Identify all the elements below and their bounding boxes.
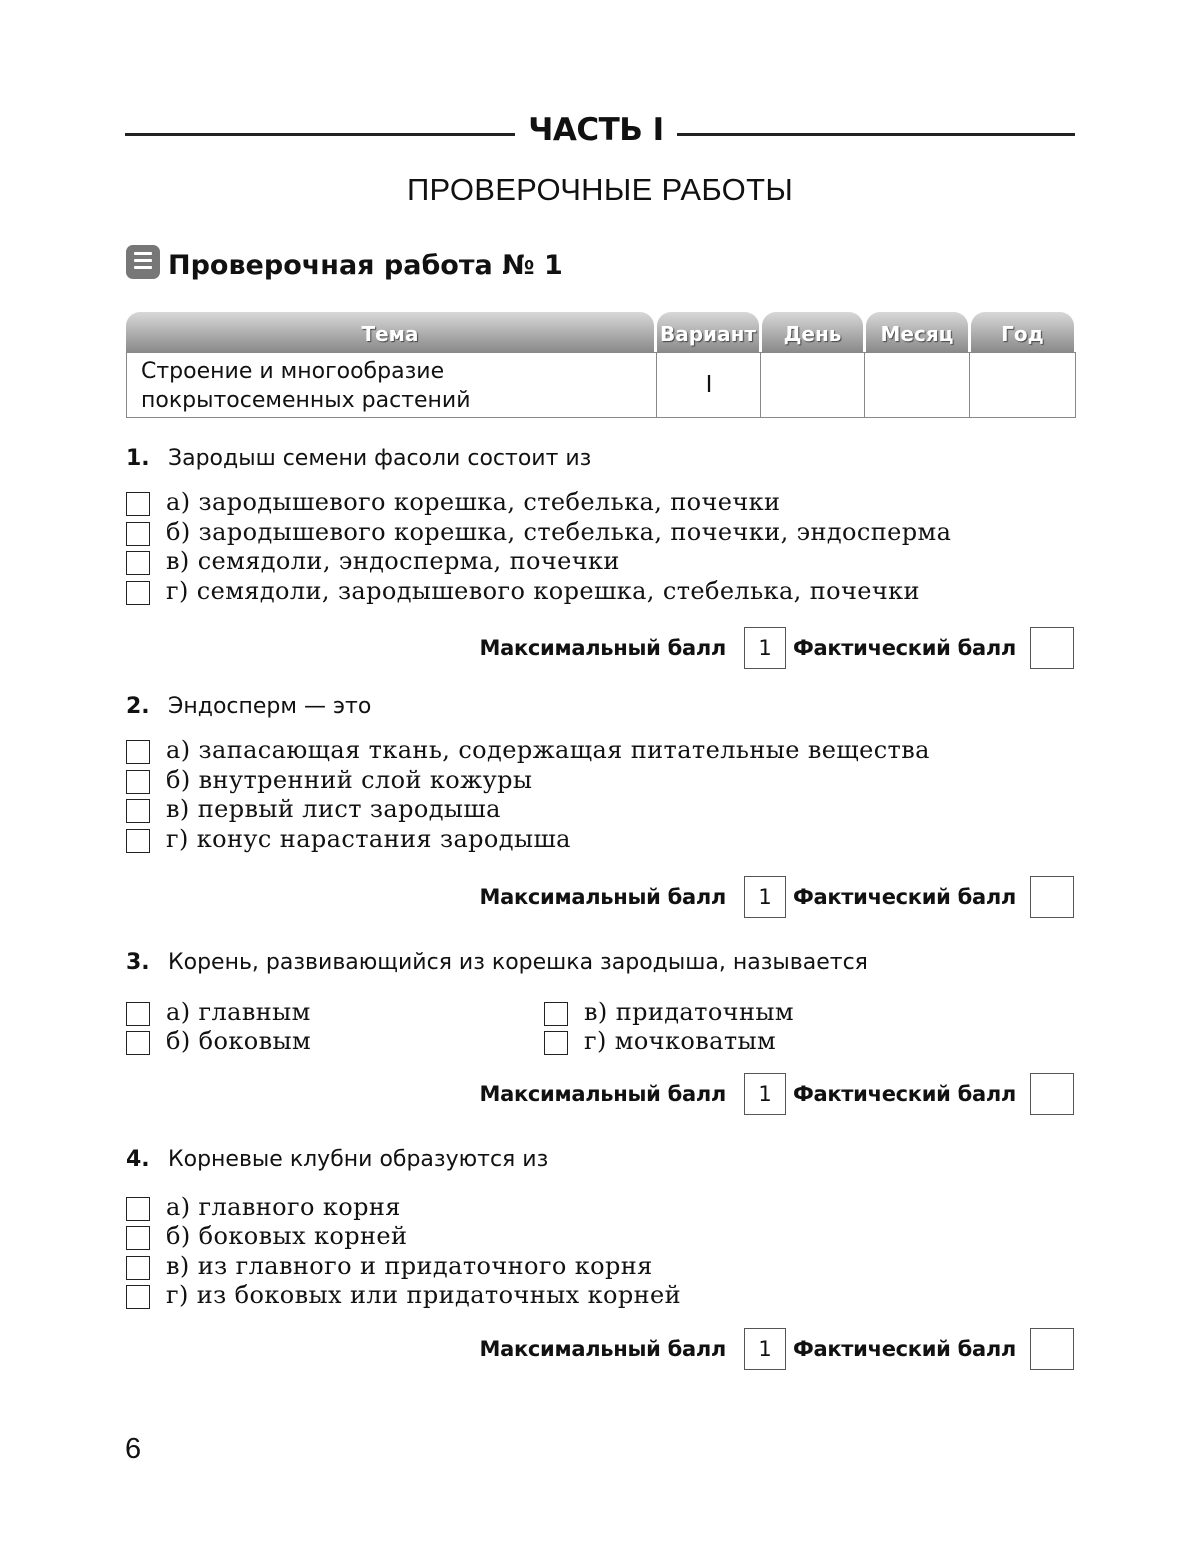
header-year: Год [971, 312, 1074, 352]
header-day: День [762, 312, 863, 352]
actual-score-label: Фактический балл [792, 885, 1016, 909]
score-row [126, 627, 1076, 671]
max-score-value: 1 [744, 1328, 786, 1370]
part-title: ЧАСТЬ I [528, 112, 664, 148]
question-text [126, 1147, 548, 1172]
score-row [126, 876, 1076, 920]
actual-score-label: Фактический балл [792, 1337, 1016, 1361]
topic-value: Строение и многообразие покрытосеменных растений [141, 359, 471, 413]
checkbox[interactable] [126, 770, 150, 794]
actual-score-label: Фактический балл [792, 636, 1016, 660]
actual-score-field[interactable] [1030, 627, 1074, 669]
option-label: г) семядоли, зародышевого корешка, стебелька, почечки [166, 577, 920, 605]
checkbox[interactable] [126, 1256, 150, 1280]
option-label: а) главным [166, 998, 311, 1026]
checkbox[interactable] [126, 799, 150, 823]
option-label: в) семядоли, эндосперма, почечки [166, 547, 620, 575]
checkbox[interactable] [126, 522, 150, 546]
option-label: а) запасающая ткань, содержащая питательные вещества [166, 736, 930, 764]
question-text [126, 446, 591, 471]
option-label: а) зародышевого корешка, стебелька, почечки [166, 488, 781, 516]
checkbox[interactable] [126, 492, 150, 516]
checkbox[interactable] [126, 1197, 150, 1221]
table-row [126, 352, 1076, 418]
actual-score-field[interactable] [1030, 1328, 1074, 1370]
checkbox[interactable] [126, 1002, 150, 1026]
question-number: 1. [126, 446, 150, 471]
question-number: 4. [126, 1147, 150, 1172]
checkbox[interactable] [126, 1226, 150, 1250]
option-label: г) мочковатым [584, 1027, 777, 1055]
topic-table [126, 312, 1076, 419]
max-score-label: Максимальный балл [479, 1082, 726, 1106]
max-score-value: 1 [744, 1073, 786, 1115]
option-label: г) из боковых или придаточных корней [166, 1281, 681, 1309]
question-number: 2. [126, 694, 150, 719]
question-label: Корень, развивающийся из корешка зародыша, называется [168, 950, 868, 975]
section-title: ПРОВЕРОЧНЫЕ РАБОТЫ [406, 172, 794, 207]
book-list-icon [126, 245, 160, 279]
max-score-value: 1 [744, 876, 786, 918]
checkbox[interactable] [126, 740, 150, 764]
divider [677, 133, 1075, 136]
question-label: Зародыш семени фасоли состоит из [168, 446, 592, 471]
option-label: в) придаточным [584, 998, 794, 1026]
option-label: г) конус нарастания зародыша [166, 825, 571, 853]
part-header [125, 112, 1075, 158]
question-text [126, 950, 868, 975]
divider [125, 133, 515, 136]
score-row [126, 1073, 1076, 1117]
actual-score-field[interactable] [1030, 1073, 1074, 1115]
max-score-value: 1 [744, 627, 786, 669]
score-row [126, 1328, 1076, 1372]
checkbox[interactable] [126, 1285, 150, 1309]
checkbox[interactable] [126, 551, 150, 575]
max-score-label: Максимальный балл [479, 885, 726, 909]
checkbox[interactable] [126, 1031, 150, 1055]
actual-score-field[interactable] [1030, 876, 1074, 918]
page-number: 6 [125, 1433, 142, 1465]
work-title-text: Проверочная работа № 1 [168, 250, 563, 281]
question-label: Эндосперм — это [168, 694, 372, 719]
checkbox[interactable] [126, 829, 150, 853]
checkbox[interactable] [126, 581, 150, 605]
actual-score-label: Фактический балл [792, 1082, 1016, 1106]
option-label: б) боковым [166, 1027, 312, 1055]
day-field[interactable] [760, 353, 865, 417]
header-month: Месяц [866, 312, 968, 352]
max-score-label: Максимальный балл [479, 636, 726, 660]
checkbox[interactable] [544, 1002, 568, 1026]
checkbox[interactable] [544, 1031, 568, 1055]
option-label: в) из главного и придаточного корня [166, 1252, 653, 1280]
question-label: Корневые клубни образуются из [168, 1147, 549, 1172]
max-score-label: Максимальный балл [479, 1337, 726, 1361]
year-field[interactable] [969, 353, 1075, 417]
variant-value: I [656, 353, 761, 417]
option-label: б) внутренний слой кожуры [166, 766, 533, 794]
option-label: а) главного корня [166, 1193, 401, 1221]
option-label: б) боковых корней [166, 1222, 408, 1250]
header-topic: Тема [126, 312, 654, 352]
question-text [126, 694, 371, 719]
header-variant: Вариант [657, 312, 759, 352]
month-field[interactable] [864, 353, 970, 417]
question-number: 3. [126, 950, 150, 975]
option-label: б) зародышевого корешка, стебелька, почечки, эндосперма [166, 518, 952, 546]
option-label: в) первый лист зародыша [166, 795, 501, 823]
